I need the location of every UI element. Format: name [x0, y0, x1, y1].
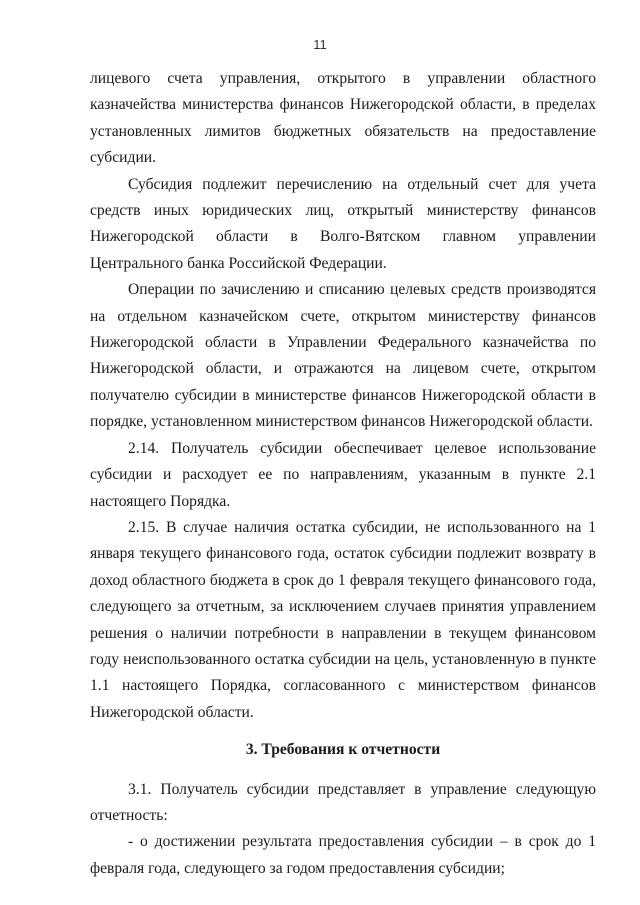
paragraph-2-15: 2.15. В случае наличия остатка субсидии, не использованного на 1 января текущего финансового года, остаток субсидии подлежит возврату в доход областного бюджета в срок до 1 февраля текущего финансового года, следующего за отчетным, за исключением случаев принятия управлением решения о наличии потребности в направлении в текущем финансовом году неиспользованного остатка субсидии на цель, установленную в пункте 1.1 настоящего Порядка, согласованного с министерством финансов Нижегородской области.: [90, 518, 596, 721]
paragraph-continuation: лицевого счета управления, открытого в управлении областного казначейства министерства финансов Нижегородской области, в пределах установленных лимитов бюджетных обязательств на предоставление субсидии.: [90, 70, 596, 167]
paragraph-2-14: 2.14. Получатель субсидии обеспечивает целевое использование субсидии и расходует ее по направлениям, указанным в пункте 2.1 настоящего Порядка.: [90, 439, 596, 510]
paragraph-3-1: 3.1. Получатель субсидии представляет в управление следующую отчетность:: [90, 780, 596, 824]
section-heading: 3. Требования к отчетности: [245, 741, 441, 759]
document-body: [90, 66, 596, 882]
paragraph-subsidy-transfer: Субсидия подлежит перечислению на отдельный счет для учета средств иных юридических лиц, открытый министерству финансов Нижегородской области в Волго-Вятском главном управлении Центрального банка Российской Федерации.: [90, 175, 596, 272]
paragraph-operations: Операции по зачислению и списанию целевых средств производятся на отдельном казначейском счете, открытом министерству финансов Нижегородской области в Управлении Федерального казначейства по Нижегородской области, и отражаются на лицевом счете, открытом получателю субсидии в министерстве финансов Нижегородской области в порядке, установленном министерством финансов Нижегородской области.: [90, 281, 596, 431]
page-number: 11: [313, 37, 327, 52]
list-item-result-report: - о достижении результата предоставления субсидии – в срок до 1 февраля года, следующего за годом предоставления субсидии;: [90, 833, 596, 877]
